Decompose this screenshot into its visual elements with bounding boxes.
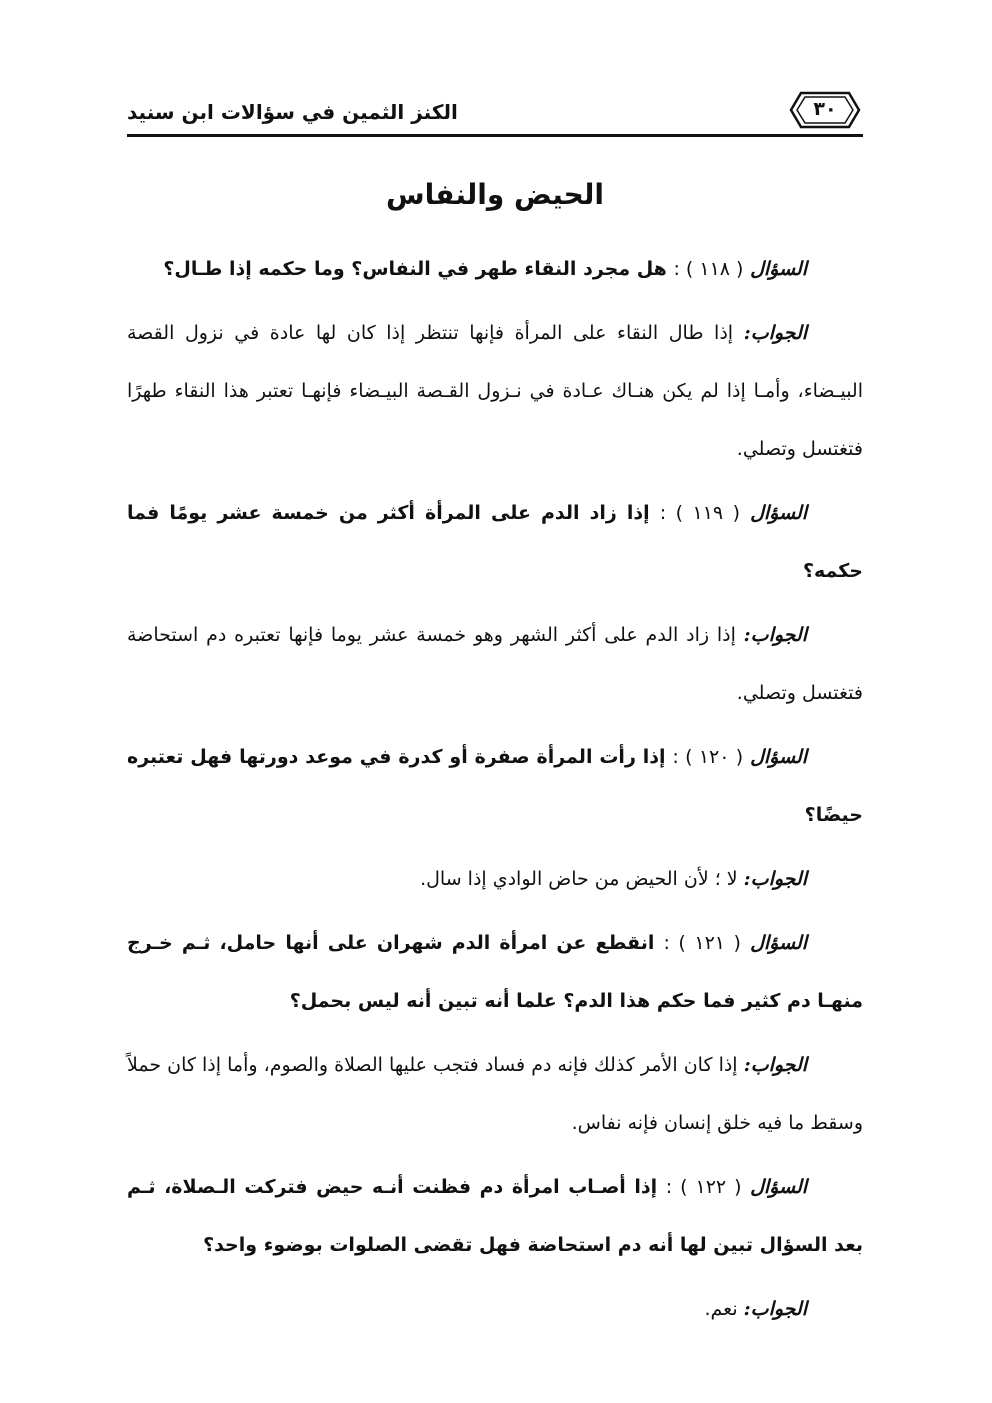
- question-number: ( ١٢٢ ) :: [665, 1176, 742, 1198]
- page-number: ٣٠: [813, 98, 837, 120]
- answer-120: [127, 850, 863, 908]
- question-122: [127, 1158, 863, 1274]
- question-text: هل مجرد النقاء طهر في النفاس؟ وما حكمه إذا طـال؟: [163, 258, 667, 280]
- answer-122: [127, 1280, 863, 1338]
- question-text: إذا أصـاب امرأة دم فظنت أنـه حيض فتركت الـصلاة، ثـم بعد السؤال تبين لها أنه دم استحاضة فهل تقضى الصلوات بوضوء واحد؟: [127, 1176, 863, 1256]
- qa-list: [127, 240, 863, 1344]
- answer-text: إذا كان الأمر كذلك فإنه دم فساد فتجب عليها الصلاة والصوم، وأما إذا كان حملاً وسقط ما فيه خلق إنسان فإنه نفاس.: [127, 1054, 863, 1134]
- answer-text: إذا زاد الدم على أكثر الشهر وهو خمسة عشر يوما فإنها تعتبره دم استحاضة فتغتسل وتصلي.: [127, 624, 863, 704]
- question-121: [127, 914, 863, 1030]
- chapter-title: الحيض والنفاس: [386, 178, 604, 211]
- question-text: إذا رأت المرأة صفرة أو كدرة في موعد دورتها فهل تعتبره حيضًا؟: [127, 746, 863, 826]
- answer-119: [127, 606, 863, 722]
- answer-text: نعم.: [704, 1298, 738, 1320]
- answer-label: الجواب:: [743, 1054, 808, 1076]
- answer-121: [127, 1036, 863, 1152]
- question-number: ( ١١٨ ) :: [673, 258, 744, 280]
- question-number: ( ١٢٠ ) :: [672, 746, 744, 768]
- question-number: ( ١٢١ ) :: [663, 932, 741, 954]
- question-text: انقطع عن امرأة الدم شهران على أنها حامل، ثـم خـرج منهـا دم كثير فما حكم هذا الدم؟ علما أنه تبين أنه ليس بحمل؟: [127, 932, 863, 1012]
- question-text: إذا زاد الدم على المرأة أكثر من خمسة عشر يومًا فما حكمه؟: [127, 502, 863, 582]
- answer-text: إذا طال النقاء على المرأة فإنها تنتظر إذا كان لها عادة في نزول القصة البيـضاء، وأمـا إذا لم يكن هنـاك عـادة في نـزول القـصة البيـضاء فإنهـا تعتبر هذا النقاء طهرًا فتغتسل وتصلي.: [127, 322, 863, 460]
- page-number-frame: [787, 90, 863, 130]
- question-120: [127, 728, 863, 844]
- answer-118: [127, 304, 863, 478]
- question-label: السؤال: [750, 1176, 808, 1198]
- page-header: [127, 86, 863, 138]
- question-118: [127, 240, 863, 298]
- header-divider: [127, 134, 863, 137]
- question-label: السؤال: [750, 932, 807, 954]
- question-119: [127, 484, 863, 600]
- answer-label: الجواب:: [743, 624, 807, 646]
- answer-text: لا ؛ لأن الحيض من حاض الوادي إذا سال.: [420, 868, 738, 890]
- book-page: [127, 0, 863, 1403]
- answer-label: الجواب:: [743, 322, 808, 344]
- answer-label: الجواب:: [743, 1298, 807, 1320]
- answer-label: الجواب:: [743, 868, 807, 890]
- question-label: السؤال: [750, 258, 807, 280]
- question-label: السؤال: [750, 746, 807, 768]
- question-number: ( ١١٩ ) :: [659, 502, 741, 524]
- book-title: الكنز الثمين في سؤالات ابن سنيد: [127, 100, 458, 124]
- question-label: السؤال: [750, 502, 807, 524]
